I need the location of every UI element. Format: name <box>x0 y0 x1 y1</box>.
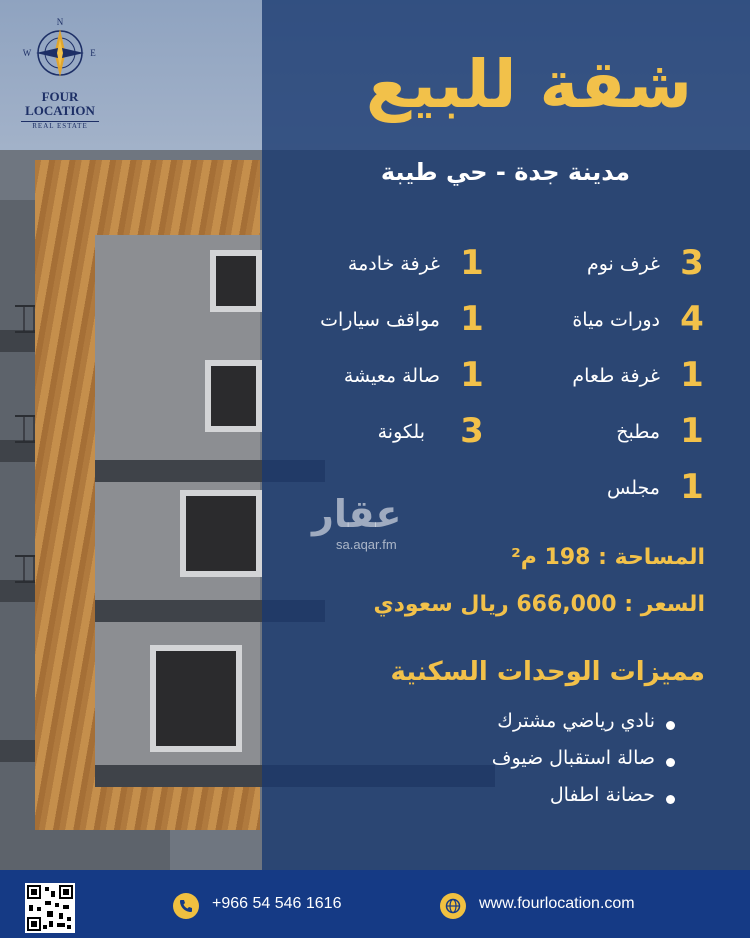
footer-phone[interactable]: +966 54 546 1616 <box>212 895 342 912</box>
features-heading: مميزات الوحدات السكنية <box>390 657 705 687</box>
watermark-url: sa.aqar.fm <box>336 537 397 552</box>
room-label: غرفة طعام <box>572 365 660 387</box>
room-count: 3 <box>680 243 704 283</box>
logo-tagline: REAL ESTATE <box>32 122 88 130</box>
room-count: 1 <box>460 243 484 283</box>
area-text: المساحة : 198 م² <box>511 545 705 570</box>
room-label: غرف نوم <box>586 253 660 275</box>
bullet-icon <box>666 758 675 767</box>
room-label: دورات مياة <box>572 309 660 331</box>
room-count: 1 <box>680 355 704 395</box>
room-label: مجلس <box>607 477 660 499</box>
globe-icon <box>440 893 466 919</box>
room-count: 1 <box>680 411 704 451</box>
svg-text:W: W <box>22 48 32 58</box>
room-label: مواقف سيارات <box>320 309 440 331</box>
feature-item: نادي رياضي مشترك <box>497 710 655 732</box>
room-count: 1 <box>460 299 484 339</box>
page-title: شقة للبيع <box>365 46 692 123</box>
window <box>150 645 242 752</box>
window <box>180 490 262 577</box>
room-count: 1 <box>460 355 484 395</box>
feature-item: حضانة اطفال <box>549 784 655 806</box>
bullet-icon <box>666 721 675 730</box>
room-label: صالة معيشة <box>343 365 440 387</box>
footer-website[interactable]: www.fourlocation.com <box>479 895 635 912</box>
company-logo <box>15 15 105 130</box>
price-text: السعر : 666,000 ريال سعودي <box>373 592 705 617</box>
room-count: 1 <box>680 467 704 507</box>
watermark-text: عقار <box>312 492 402 536</box>
window <box>210 250 262 312</box>
svg-text:N: N <box>56 17 64 27</box>
room-count: 3 <box>460 411 484 451</box>
footer-bar <box>0 870 750 938</box>
location-text: مدينة جدة - حي طيبة <box>380 158 630 186</box>
room-label: غرفة خادمة <box>347 253 440 275</box>
qr-code[interactable] <box>25 883 75 933</box>
feature-item: صالة استقبال ضيوف <box>491 747 655 769</box>
bullet-icon <box>666 795 675 804</box>
compass-rose-icon <box>15 15 105 90</box>
window <box>205 360 262 432</box>
svg-text:E: E <box>90 48 96 58</box>
logo-brand-text: FOUR LOCATION <box>25 89 95 118</box>
room-label: بلكونة <box>377 421 425 443</box>
room-label: مطبخ <box>616 421 660 443</box>
phone-icon <box>173 893 199 919</box>
room-count: 4 <box>680 299 704 339</box>
